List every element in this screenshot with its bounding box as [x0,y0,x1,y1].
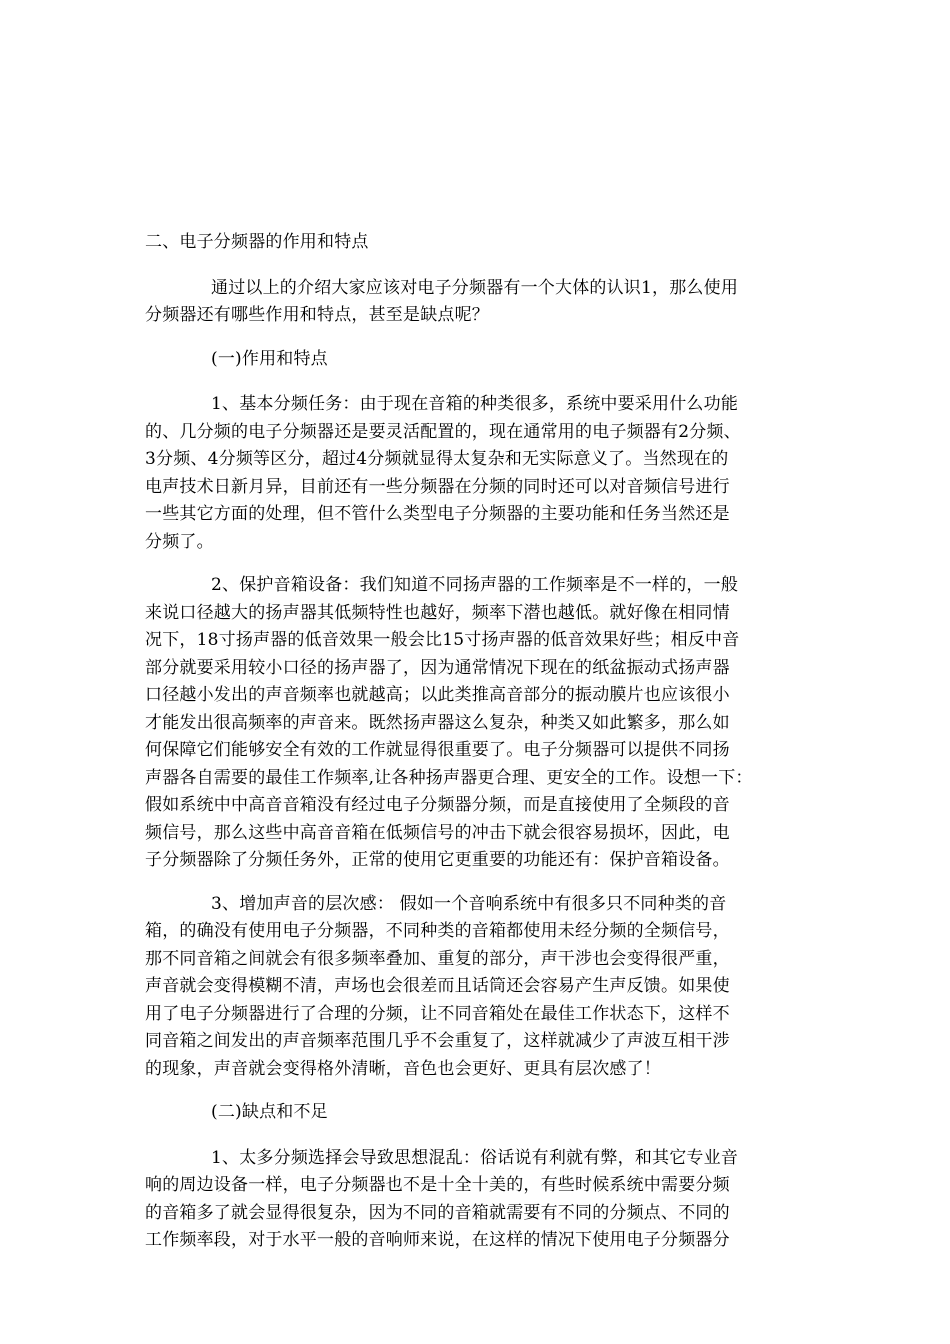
paragraph-line: 同音箱之间发出的声音频率范围几乎不会重复了，这样就减少了声波互相干涉 [145,1031,730,1051]
paragraph-line: 部分就要采用较小口径的扬声器了，因为通常情况下现在的纸盆振动式扬声器 [145,657,730,678]
item-basic-crossover-paragraph [145,391,810,556]
paragraph-line: 分频器还有哪些作用和特点，甚至是缺点呢？ [145,305,489,325]
paragraph-line: 的现象，声音就会变得格外清晰，音色也会更好、更具有层次感了！ [145,1058,661,1079]
paragraph-line: 用了电子分频器进行了合理的分频，让不同音箱处在最佳工作状态下，这样不 [145,1003,730,1024]
subsection-heading-advantages: (一)作用和特点 [211,348,328,369]
paragraph-line: 声器各自需要的最佳工作频率,让各种扬声器更合理、更安全的工作。设想一下： [145,767,753,788]
paragraph-line: 才能发出很高频率的声音来。既然扬声器这么复杂，种类又如此繁多，那么如 [145,712,730,733]
paragraph-line: 3、增加声音的层次感： 假如一个音响系统中有很多只不同种类的音 [211,893,727,914]
intro-paragraph [145,275,810,330]
paragraph-line: 频信号，那么这些中高音音箱在低频信号的冲击下就会很容易损坏，因此，电 [145,822,730,843]
paragraph-line: 声音就会变得模糊不清，声场也会很差而且话筒还会容易产生声反馈。如果使 [145,976,730,996]
paragraph-line: 一些其它方面的处理，但不管什么类型电子分频器的主要功能和任务当然还是 [145,504,730,524]
paragraph-line: 箱，的确没有使用电子分频器，不同种类的音箱都使用未经分频的全频信号， [145,921,730,941]
paragraph-line: 那不同音箱之间就会有很多频率叠加、重复的部分，声干涉也会变得很严重， [145,948,730,969]
document-page [145,229,810,1271]
paragraph-line: 工作频率段，对于水平一般的音响师来说，在这样的情况下使用电子分频器分 [145,1230,730,1250]
paragraph-line: 子分频器除了分频任务外，正常的使用它更重要的功能还有：保护音箱设备。 [145,850,730,870]
paragraph-line: 的、几分频的电子分频器还是要灵活配置的，现在通常用的电子频器有2分频、 [145,421,741,442]
paragraph-line: 的音箱多了就会显得很复杂，因为不同的音箱就需要有不同的分频点、不同的 [145,1202,730,1223]
subsection-heading-disadvantages: (二)缺点和不足 [211,1102,328,1122]
item-too-many-options-paragraph [145,1145,810,1255]
item-sound-layering-paragraph [145,891,810,1084]
paragraph-line: 况下，18寸扬声器的低音效果一般会比15寸扬声器的低音效果好些；相反中音 [145,630,740,650]
paragraph-line: 3分频、4分频等区分，超过4分频就显得太复杂和无实际意义了。当然现在的 [145,449,729,469]
paragraph-line: 假如系统中中高音音箱没有经过电子分频器分频，而是直接使用了全频段的音 [145,795,730,815]
item-speaker-protection-paragraph [145,572,810,875]
paragraph-line: 口径越小发出的声音频率也就越高；以此类推高音部分的振动膜片也应该很小 [145,685,730,705]
paragraph-line: 响的周边设备一样，电子分频器也不是十全十美的，有些时候系统中需要分频 [145,1175,730,1195]
paragraph-line: 来说口径越大的扬声器其低频特性也越好，频率下潜也越低。就好像在相同情 [145,602,730,623]
paragraph-line: 1、基本分频任务：由于现在音箱的种类很多，系统中要采用什么功能 [211,394,739,414]
paragraph-line: 电声技术日新月异，目前还有一些分频器在分频的同时还可以对音频信号进行 [145,476,730,497]
paragraph-line: 2、保护音箱设备：我们知道不同扬声器的工作频率是不一样的，一般 [211,575,739,595]
paragraph-line: 通过以上的介绍大家应该对电子分频器有一个大体的认识1，那么使用 [211,277,739,298]
section-heading: 二、电子分频器的作用和特点 [145,232,369,252]
paragraph-line: 分频了。 [145,531,214,552]
paragraph-line: 何保障它们能够安全有效的工作就显得很重要了。电子分频器可以提供不同扬 [145,740,730,760]
paragraph-line: 1、太多分频选择会导致思想混乱：俗话说有利就有弊，和其它专业音 [211,1147,739,1168]
